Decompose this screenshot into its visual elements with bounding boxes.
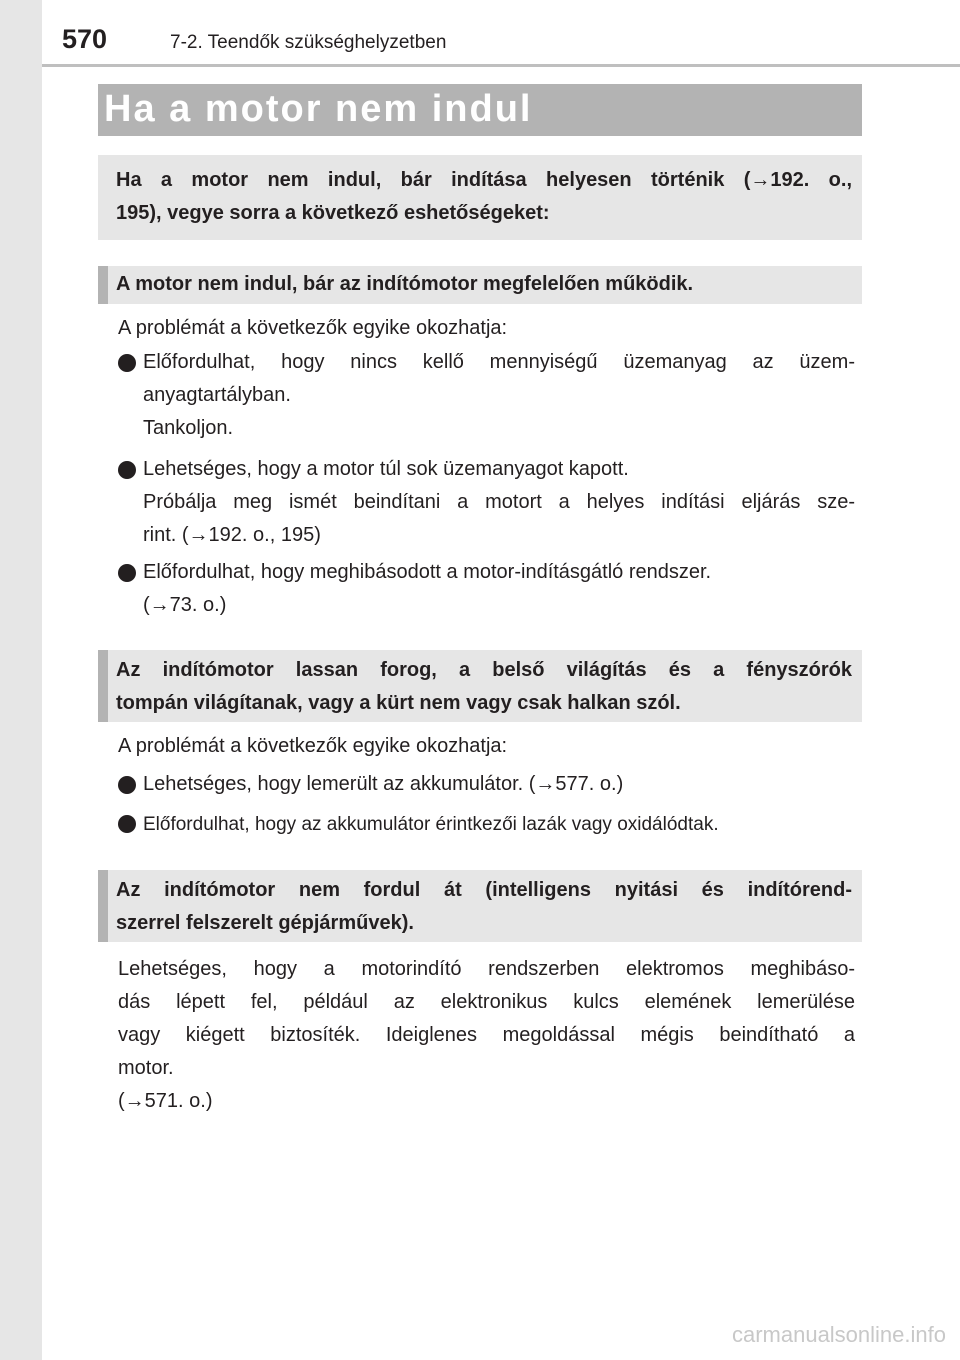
section3-heading xyxy=(116,874,852,940)
bullet-line: Próbálja meg ismét beindítani a motort a helyes indítási eljárás sze- xyxy=(143,491,855,513)
bullet-icon xyxy=(118,815,136,833)
section2-heading xyxy=(116,654,852,720)
header-rule xyxy=(42,64,960,67)
page-title: Ha a motor nem indul xyxy=(104,88,533,130)
paragraph-line: Lehetséges, hogy a motorindító rendszerben elektromos meghibáso- xyxy=(118,958,855,980)
intro-line: 195), vegye sorra a következő eshetőségeket: xyxy=(116,202,550,224)
section-path: 7-2. Teendők szükséghelyzetben xyxy=(170,32,447,53)
section1-lead: A problémát a következők egyike okozhatja: xyxy=(118,317,508,339)
side-margin-strip xyxy=(0,0,42,1360)
heading-line: Az indítómotor lassan forog, a belső világítás és a fényszórók xyxy=(116,659,852,681)
bullet-icon xyxy=(118,564,136,582)
section2-lead: A problémát a következők egyike okozhatja: xyxy=(118,735,508,757)
intro-line: Ha a motor nem indul, bár indítása helyesen történik (→192. o., xyxy=(116,169,852,191)
paragraph-line: vagy kiégett biztosíték. Ideiglenes megoldással mégis beindítható a xyxy=(118,1024,855,1046)
bullet-line: Előfordulhat, hogy nincs kellő mennyiségű üzemanyag az üzem- xyxy=(143,351,855,373)
heading-accent xyxy=(98,266,108,304)
heading-accent xyxy=(98,870,108,942)
bullet-item xyxy=(143,768,855,801)
bullet-item xyxy=(143,556,855,622)
bullet-line: Lehetséges, hogy lemerült az akkumulátor. (→577. o.) xyxy=(143,773,624,795)
bullet-line: (→73. o.) xyxy=(143,594,227,616)
bullet-item xyxy=(143,808,855,841)
bullet-icon xyxy=(118,461,136,479)
bullet-icon xyxy=(118,776,136,794)
paragraph-line: motor. xyxy=(118,1057,174,1079)
bullet-line: Tankoljon. xyxy=(143,417,234,439)
paragraph-line: dás lépett fel, például az elektronikus kulcs elemének lemerülése xyxy=(118,991,855,1013)
heading-line: tompán világítanak, vagy a kürt nem vagy csak halkan szól. xyxy=(116,692,681,714)
paragraph-line: (→571. o.) xyxy=(118,1090,213,1112)
heading-line: Az indítómotor nem fordul át (intelligens nyitási és indítórend- xyxy=(116,879,852,901)
bullet-line: Előfordulhat, hogy az akkumulátor érintkezői lazák vagy oxidálódtak. xyxy=(143,814,719,835)
bullet-line: anyagtartályban. xyxy=(143,384,291,406)
heading-accent xyxy=(98,650,108,722)
bullet-item xyxy=(143,453,855,552)
intro-text xyxy=(116,164,852,230)
bullet-icon xyxy=(118,354,136,372)
heading-line: szerrel felszerelt gépjárművek). xyxy=(116,912,414,934)
section1-heading: A motor nem indul, bár az indítómotor megfelelően működik. xyxy=(116,273,694,295)
section3-paragraph xyxy=(118,953,855,1118)
bullet-line: Előfordulhat, hogy meghibásodott a motor-indításgátló rendszer. xyxy=(143,561,712,583)
watermark: carmanualsonline.info xyxy=(731,1322,946,1347)
bullet-line: Lehetséges, hogy a motor túl sok üzemanyagot kapott. xyxy=(143,458,629,480)
bullet-line: rint. (→192. o., 195) xyxy=(143,524,321,546)
bullet-item xyxy=(143,346,855,445)
page-number: 570 xyxy=(62,24,108,54)
